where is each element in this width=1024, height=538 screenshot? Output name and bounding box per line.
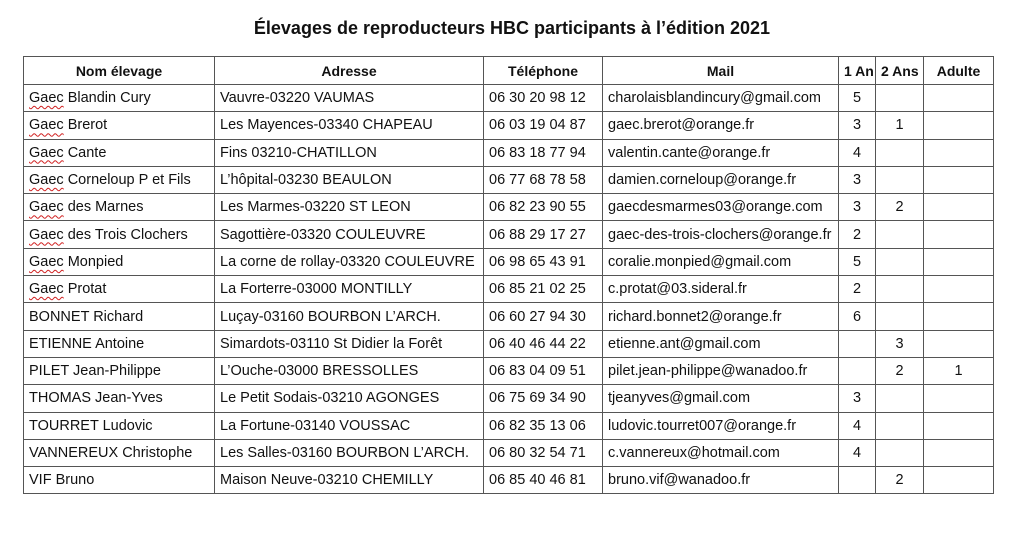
- name-text: THOMAS Jean-Yves: [29, 390, 163, 407]
- table-row: [24, 112, 994, 139]
- cell-one-year: 3: [839, 194, 876, 221]
- cell-name: [24, 385, 215, 412]
- name-text: TOURRET Ludovic: [29, 417, 153, 434]
- name-text: Brerot: [63, 117, 108, 134]
- breeders-table: [23, 56, 994, 494]
- cell-phone: 06 30 20 98 12: [484, 85, 603, 112]
- name-prefix: Gaec: [29, 281, 64, 298]
- cell-address: Les Salles-03160 BOURBON L’ARCH.: [215, 439, 484, 466]
- cell-adult: [924, 385, 994, 412]
- cell-two-years: [876, 412, 924, 439]
- cell-name: [24, 467, 215, 494]
- cell-phone: 06 60 27 94 30: [484, 303, 603, 330]
- cell-adult: [924, 194, 994, 221]
- cell-mail: valentin.cante@orange.fr: [603, 139, 839, 166]
- cell-address: La Fortune-03140 VOUSSAC: [215, 412, 484, 439]
- cell-adult: [924, 112, 994, 139]
- cell-two-years: [876, 139, 924, 166]
- table-header: [24, 57, 994, 85]
- table-row: [24, 221, 994, 248]
- name-text: Monpied: [63, 253, 124, 270]
- name-prefix: Gaec: [29, 117, 64, 134]
- cell-name: [24, 139, 215, 166]
- cell-adult: [924, 303, 994, 330]
- cell-name: [24, 248, 215, 275]
- cell-mail: etienne.ant@gmail.com: [603, 330, 839, 357]
- cell-mail: charolaisblandincury@gmail.com: [603, 85, 839, 112]
- cell-phone: 06 83 18 77 94: [484, 139, 603, 166]
- cell-adult: [924, 467, 994, 494]
- table-row: [24, 248, 994, 275]
- name-prefix: Gaec: [29, 144, 64, 161]
- cell-mail: c.vannereux@hotmail.com: [603, 439, 839, 466]
- cell-address: L’hôpital-03230 BEAULON: [215, 166, 484, 193]
- cell-phone: 06 77 68 78 58: [484, 166, 603, 193]
- cell-two-years: [876, 303, 924, 330]
- cell-phone: 06 80 32 54 71: [484, 439, 603, 466]
- cell-adult: [924, 330, 994, 357]
- cell-mail: richard.bonnet2@orange.fr: [603, 303, 839, 330]
- cell-one-year: 6: [839, 303, 876, 330]
- name-text: des Trois Clochers: [63, 226, 188, 243]
- cell-mail: gaec-des-trois-clochers@orange.fr: [603, 221, 839, 248]
- table-row: [24, 467, 994, 494]
- cell-two-years: 2: [876, 357, 924, 384]
- cell-one-year: 5: [839, 248, 876, 275]
- cell-address: L’Ouche-03000 BRESSOLLES: [215, 357, 484, 384]
- cell-address: Les Mayences-03340 CHAPEAU: [215, 112, 484, 139]
- cell-one-year: 3: [839, 385, 876, 412]
- cell-mail: bruno.vif@wanadoo.fr: [603, 467, 839, 494]
- cell-mail: tjeanyves@gmail.com: [603, 385, 839, 412]
- table-row: [24, 412, 994, 439]
- cell-one-year: 3: [839, 166, 876, 193]
- table-row: [24, 194, 994, 221]
- cell-address: La corne de rollay-03320 COULEUVRE: [215, 248, 484, 275]
- header-adult: Adulte: [924, 57, 994, 85]
- cell-address: Maison Neuve-03210 CHEMILLY: [215, 467, 484, 494]
- cell-name: [24, 85, 215, 112]
- cell-mail: gaec.brerot@orange.fr: [603, 112, 839, 139]
- name-prefix: Gaec: [29, 253, 64, 270]
- cell-name: [24, 194, 215, 221]
- cell-phone: 06 85 21 02 25: [484, 276, 603, 303]
- table-row: [24, 330, 994, 357]
- header-mail: Mail: [603, 57, 839, 85]
- cell-phone: 06 03 19 04 87: [484, 112, 603, 139]
- cell-adult: [924, 166, 994, 193]
- name-text: Corneloup P et Fils: [63, 172, 191, 189]
- document-title: Élevages de reproducteurs HBC participants à l’édition 2021: [253, 18, 771, 38]
- cell-address: La Forterre-03000 MONTILLY: [215, 276, 484, 303]
- cell-one-year: [839, 357, 876, 384]
- cell-mail: c.protat@03.sideral.fr: [603, 276, 839, 303]
- name-prefix: Gaec: [29, 199, 64, 216]
- table-row: [24, 385, 994, 412]
- cell-address: Le Petit Sodais-03210 AGONGES: [215, 385, 484, 412]
- cell-two-years: 3: [876, 330, 924, 357]
- header-address: Adresse: [215, 57, 484, 85]
- cell-adult: [924, 276, 994, 303]
- cell-address: Les Marmes-03220 ST LEON: [215, 194, 484, 221]
- cell-one-year: 4: [839, 439, 876, 466]
- cell-name: [24, 221, 215, 248]
- cell-two-years: [876, 439, 924, 466]
- cell-two-years: 1: [876, 112, 924, 139]
- header-phone: Téléphone: [484, 57, 603, 85]
- cell-adult: [924, 221, 994, 248]
- cell-two-years: 2: [876, 194, 924, 221]
- cell-two-years: [876, 221, 924, 248]
- name-text: PILET Jean-Philippe: [29, 363, 161, 380]
- cell-name: [24, 330, 215, 357]
- table-row: [24, 139, 994, 166]
- cell-one-year: 4: [839, 412, 876, 439]
- table-row: [24, 303, 994, 330]
- table-row: [24, 276, 994, 303]
- cell-phone: 06 82 23 90 55: [484, 194, 603, 221]
- cell-phone: 06 40 46 44 22: [484, 330, 603, 357]
- header-two-years: 2 Ans: [876, 57, 924, 85]
- cell-two-years: 2: [876, 467, 924, 494]
- name-prefix: Gaec: [29, 226, 64, 243]
- cell-phone: 06 83 04 09 51: [484, 357, 603, 384]
- cell-one-year: 2: [839, 221, 876, 248]
- cell-one-year: 4: [839, 139, 876, 166]
- cell-two-years: [876, 166, 924, 193]
- cell-name: [24, 276, 215, 303]
- cell-adult: 1: [924, 357, 994, 384]
- cell-mail: ludovic.tourret007@orange.fr: [603, 412, 839, 439]
- header-one-year: 1 An: [839, 57, 876, 85]
- cell-address: Simardots-03110 St Didier la Forêt: [215, 330, 484, 357]
- name-text: Cante: [63, 144, 107, 161]
- cell-one-year: 2: [839, 276, 876, 303]
- name-text: VANNEREUX Christophe: [29, 445, 193, 461]
- header-row: [24, 57, 994, 85]
- cell-address: Fins 03210-CHATILLON: [215, 139, 484, 166]
- name-prefix: Gaec: [29, 90, 64, 107]
- cell-adult: [924, 248, 994, 275]
- cell-phone: 06 88 29 17 27: [484, 221, 603, 248]
- cell-adult: [924, 139, 994, 166]
- table-row: [24, 166, 994, 193]
- cell-one-year: 3: [839, 112, 876, 139]
- cell-one-year: [839, 467, 876, 494]
- cell-phone: 06 82 35 13 06: [484, 412, 603, 439]
- cell-name: [24, 303, 215, 330]
- cell-address: Vauvre-03220 VAUMAS: [215, 85, 484, 112]
- header-name: Nom élevage: [24, 57, 215, 85]
- name-prefix: Gaec: [29, 172, 64, 189]
- name-text: des Marnes: [63, 199, 144, 216]
- cell-two-years: [876, 276, 924, 303]
- table-row: [24, 85, 994, 112]
- name-text: VIF Bruno: [29, 472, 95, 489]
- cell-name: [24, 112, 215, 139]
- cell-two-years: [876, 385, 924, 412]
- table-body: [24, 85, 994, 494]
- table-row: [24, 357, 994, 384]
- cell-two-years: [876, 248, 924, 275]
- cell-phone: 06 75 69 34 90: [484, 385, 603, 412]
- cell-one-year: [839, 330, 876, 357]
- name-text: BONNET Richard: [29, 308, 144, 325]
- cell-mail: damien.corneloup@orange.fr: [603, 166, 839, 193]
- cell-adult: [924, 85, 994, 112]
- cell-two-years: [876, 85, 924, 112]
- table-row: [24, 439, 994, 466]
- name-text: ETIENNE Antoine: [29, 335, 145, 352]
- cell-name: [24, 439, 215, 466]
- cell-mail: pilet.jean-philippe@wanadoo.fr: [603, 357, 839, 384]
- cell-name: [24, 412, 215, 439]
- cell-name: [24, 357, 215, 384]
- cell-mail: coralie.monpied@gmail.com: [603, 248, 839, 275]
- cell-address: Sagottière-03320 COULEUVRE: [215, 221, 484, 248]
- name-text: Blandin Cury: [63, 90, 151, 107]
- cell-mail: gaecdesmarmes03@orange.com: [603, 194, 839, 221]
- cell-adult: [924, 412, 994, 439]
- cell-phone: 06 98 65 43 91: [484, 248, 603, 275]
- name-text: Protat: [63, 281, 107, 298]
- cell-adult: [924, 439, 994, 466]
- cell-one-year: 5: [839, 85, 876, 112]
- cell-name: [24, 166, 215, 193]
- cell-address: Luçay-03160 BOURBON L’ARCH.: [215, 303, 484, 330]
- cell-phone: 06 85 40 46 81: [484, 467, 603, 494]
